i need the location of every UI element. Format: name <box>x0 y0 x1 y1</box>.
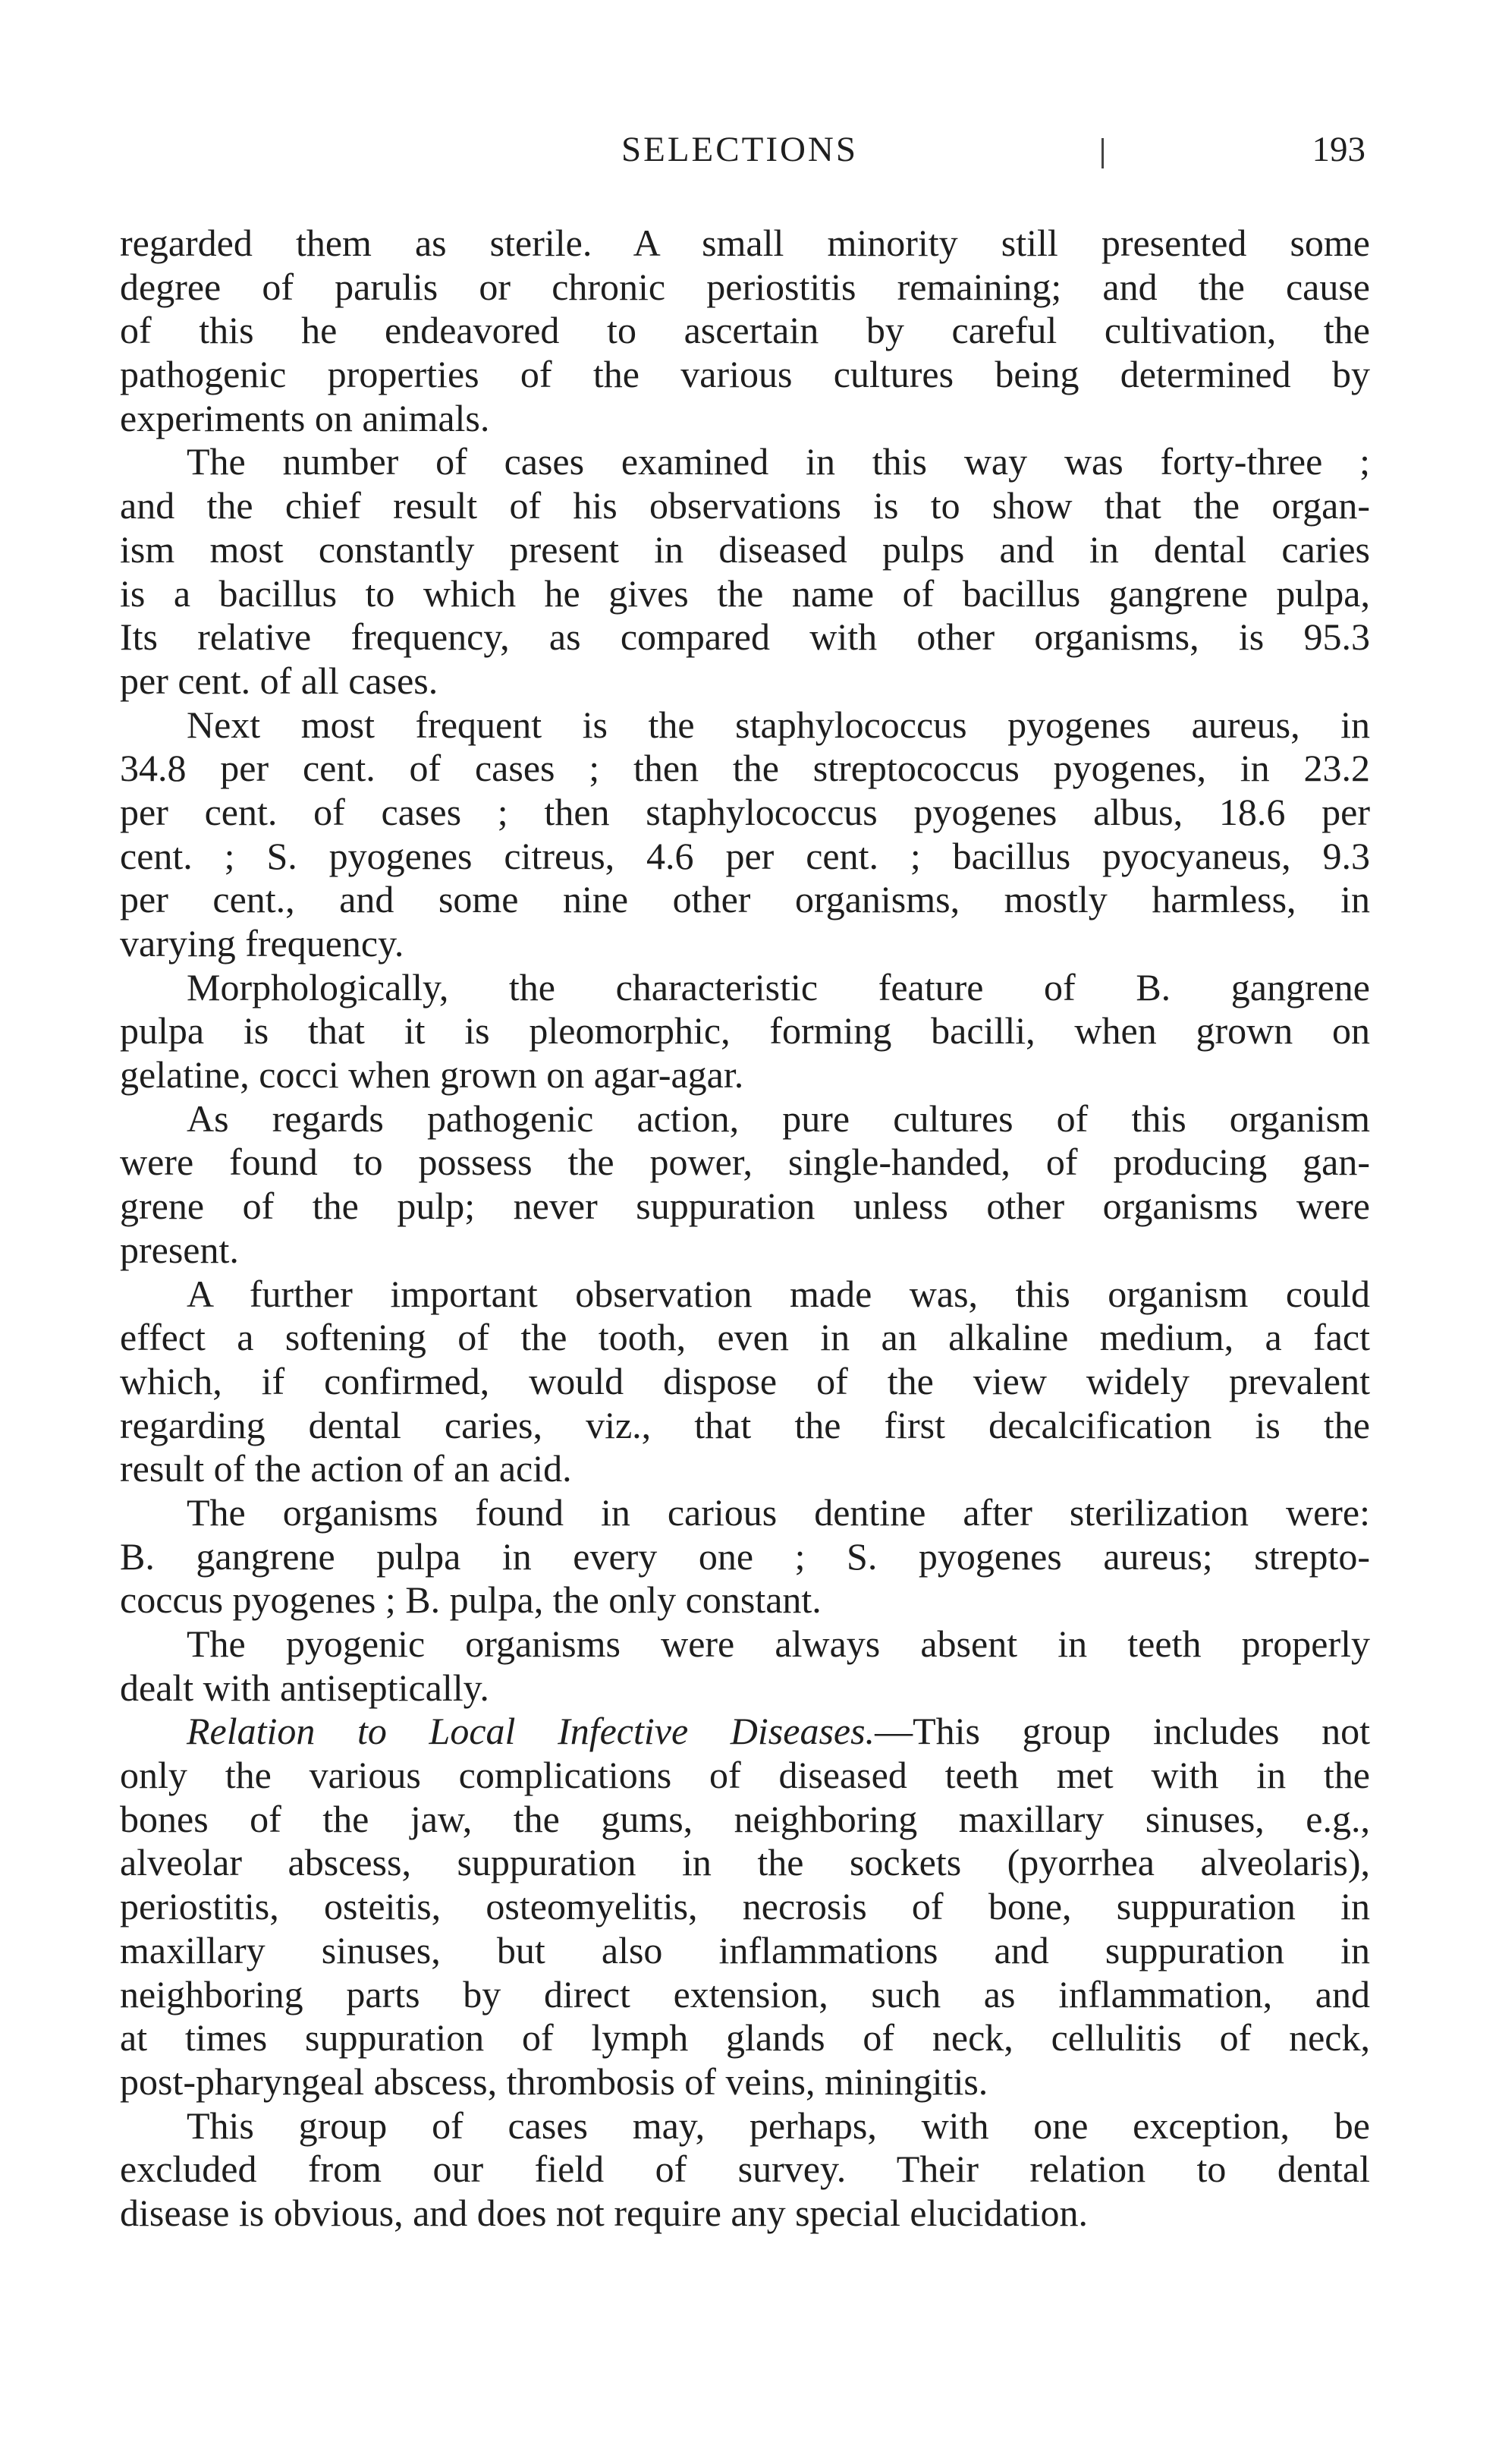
text-line: Its relative frequency, as compared with other organisms, is 95.3 <box>120 615 1370 659</box>
text-line: Morphologically, the characteristic feature of B. gangrene <box>187 965 1370 1009</box>
text-line: coccus pyogenes ; B. pulpa, the only constant. <box>120 1578 822 1622</box>
text-line: neighboring parts by direct extension, such as inflammation, and <box>120 1972 1370 2016</box>
text-line: post-pharyngeal abscess, thrombosis of veins, miningitis. <box>120 2060 988 2103</box>
text-line: bones of the jaw, the gums, neighboring maxillary sinuses, e.g., <box>120 1797 1370 1840</box>
text-line: pathogenic properties of the various cultures being determined by <box>120 353 1370 396</box>
text-line: Next most frequent is the staphylococcus pyogenes aureus, in <box>187 703 1370 746</box>
text-line: As regards pathogenic action, pure cultures of this organism <box>187 1097 1370 1140</box>
text-line: This group of cases may, perhaps, with one exception, be <box>187 2104 1370 2147</box>
text-line: experiments on animals. <box>120 396 490 439</box>
text-line: result of the action of an acid. <box>120 1447 572 1490</box>
text-line: maxillary sinuses, but also inflammations and suppuration in <box>120 1928 1370 1972</box>
header-mark <box>1101 138 1104 168</box>
section-heading: Relation to Local Infective Diseases. <box>187 1710 875 1753</box>
text-line: and the chief result of his observations is to show that the organ- <box>120 484 1370 527</box>
text-line: per cent. of cases ; then staphylococcus pyogenes albus, 18.6 per <box>120 790 1370 833</box>
text-line: degree of parulis or chronic periostitis remaining; and the cause <box>120 265 1370 308</box>
text-line: varying frequency. <box>120 922 404 965</box>
text-line: disease is obvious, and does not require any special elucidation. <box>120 2191 1089 2234</box>
text-line: pulpa is that it is pleomorphic, forming bacilli, when grown on <box>120 1009 1370 1053</box>
text-line: dealt with antiseptically. <box>120 1666 489 1709</box>
text-line: present. <box>120 1228 239 1271</box>
text-line: were found to possess the power, single-handed, of producing gan- <box>120 1141 1370 1184</box>
text-line: periostitis, osteitis, osteomyelitis, necrosis of bone, suppuration in <box>120 1885 1370 1928</box>
text-line: is a bacillus to which he gives the name of bacillus gangrene pulpa, <box>120 571 1370 615</box>
text-line: gelatine, cocci when grown on agar-agar. <box>120 1053 744 1097</box>
text-line: The number of cases examined in this way was forty-three ; <box>187 440 1370 483</box>
text-line: 34.8 per cent. of cases ; then the streptococcus pyogenes, in 23.2 <box>120 747 1370 790</box>
text-line: A further important observation made was, this organism could <box>187 1272 1370 1315</box>
text-line: per cent., and some nine other organisms, mostly harmless, in <box>120 878 1370 921</box>
text-line: regarded them as sterile. A small minority still presented some <box>120 222 1370 264</box>
page-number: 193 <box>1312 130 1365 169</box>
text-line: effect a softening of the tooth, even in an alkaline medium, a fact <box>120 1316 1370 1359</box>
text-line: only the various complications of diseased teeth met with in the <box>120 1754 1370 1797</box>
text-line: at times suppuration of lymph glands of neck, cellulitis of neck, <box>120 2016 1370 2060</box>
text-line: B. gangrene pulpa in every one ; S. pyogenes aureus; strepto- <box>120 1534 1370 1578</box>
text-line: grene of the pulp; never suppuration unless other organisms were <box>120 1185 1370 1228</box>
text-line: per cent. of all cases. <box>120 659 438 702</box>
text-line: The organisms found in carious dentine after sterilization were: <box>187 1490 1370 1534</box>
text-line: excluded from our field of survey. Their relation to dental <box>120 2148 1370 2191</box>
text-line: cent. ; S. pyogenes citreus, 4.6 per cent. ; bacillus pyocyaneus, 9.3 <box>120 834 1370 877</box>
running-head: SELECTIONS <box>621 130 858 169</box>
text-line: which, if confirmed, would dispose of the view widely prevalent <box>120 1359 1370 1402</box>
text-line-with-heading <box>120 1710 1370 1754</box>
page-header <box>114 129 1365 182</box>
text-line: ism most constantly present in diseased pulps and in dental caries <box>120 527 1370 571</box>
text-line: The pyogenic organisms were always absent in teeth properly <box>187 1622 1370 1665</box>
body-text <box>120 222 1370 2236</box>
text-line: alveolar abscess, suppuration in the sockets (pyorrhea alveolaris), <box>120 1841 1370 1884</box>
text-line: regarding dental caries, viz., that the first decalcification is the <box>120 1403 1370 1446</box>
heading-line-text: —This group includes not <box>875 1710 1371 1753</box>
text-line: of this he endeavored to ascertain by careful cultivation, the <box>120 309 1370 352</box>
